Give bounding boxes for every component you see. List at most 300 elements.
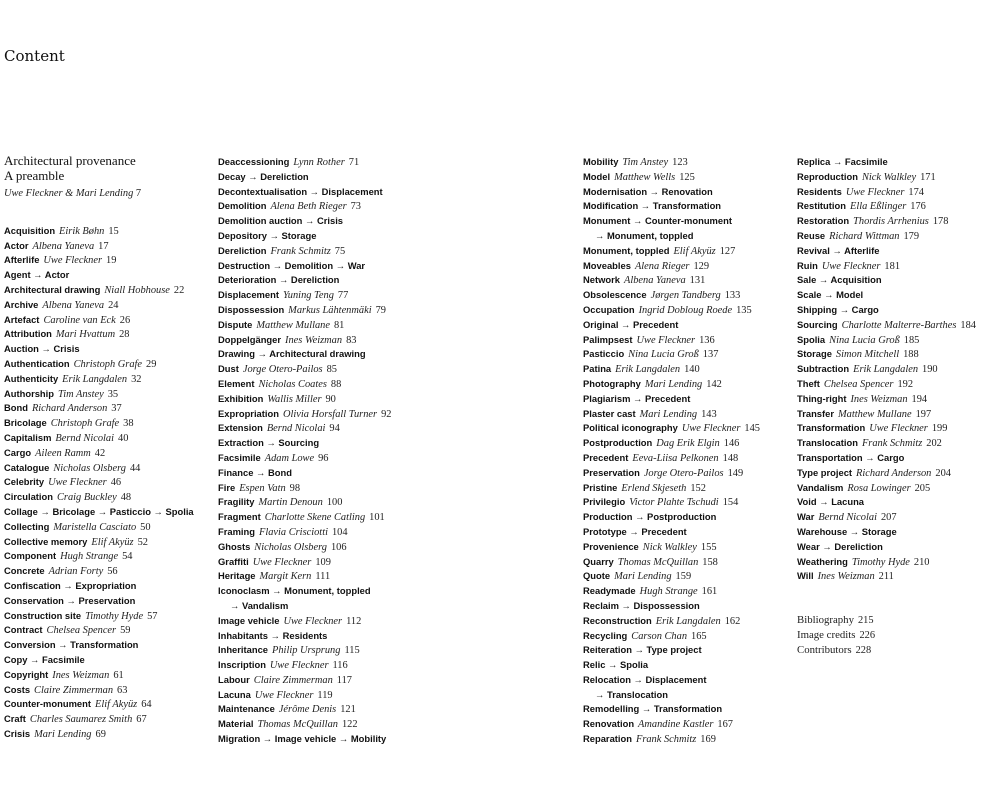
- toc-entry[interactable]: [797, 361, 976, 376]
- toc-entry[interactable]: [797, 169, 976, 184]
- entry-term: Translocation: [797, 437, 858, 449]
- toc-entry[interactable]: [797, 406, 976, 421]
- toc-entry[interactable]: [4, 711, 194, 726]
- preamble-title: Architectural provenance: [4, 153, 136, 168]
- toc-entry[interactable]: [218, 494, 391, 509]
- toc-entry[interactable]: [218, 258, 391, 273]
- toc-entry[interactable]: [583, 657, 760, 672]
- entry-term: Vandalism: [797, 481, 844, 493]
- entry-term: Palimpsest: [583, 333, 633, 345]
- entry-author: Ines Weizman: [52, 669, 110, 681]
- entry-page-number: 205: [914, 482, 931, 494]
- toc-entry[interactable]: [797, 450, 976, 465]
- entry-page-number: 106: [330, 541, 347, 553]
- toc-entry[interactable]: [583, 642, 760, 657]
- toc-entry[interactable]: [218, 228, 391, 243]
- backmatter-page-number: 215: [857, 615, 874, 627]
- toc-entry[interactable]: [218, 687, 391, 702]
- toc-entry[interactable]: [583, 213, 760, 228]
- entry-page-number: 192: [897, 378, 914, 390]
- entry-author: Thordis Arrhenius: [853, 216, 929, 228]
- preamble-subtitle: A preamble: [4, 167, 65, 183]
- toc-entry[interactable]: [218, 435, 391, 450]
- toc-entry[interactable]: [583, 731, 760, 746]
- backmatter-entry[interactable]: [797, 628, 976, 643]
- toc-entry[interactable]: [583, 524, 760, 539]
- entry-page-number: 115: [344, 645, 360, 657]
- backmatter-entry[interactable]: [797, 643, 976, 658]
- toc-entry[interactable]: [218, 731, 391, 746]
- toc-entry[interactable]: [4, 460, 194, 475]
- toc-entry[interactable]: [4, 504, 194, 519]
- entry-term: Fragility: [218, 496, 255, 508]
- toc-entry[interactable]: [218, 302, 391, 317]
- toc-entry[interactable]: [797, 391, 976, 406]
- backmatter-list: [797, 613, 976, 657]
- toc-entry[interactable]: [4, 608, 194, 623]
- toc-entry[interactable]: [4, 726, 194, 741]
- toc-entry[interactable]: [218, 628, 391, 643]
- toc-entry[interactable]: [4, 356, 194, 371]
- entry-author: Uwe Fleckner: [636, 334, 696, 346]
- entry-author: Adrian Forty: [48, 566, 104, 578]
- toc-entry[interactable]: [4, 622, 194, 637]
- toc-entry[interactable]: [218, 287, 391, 302]
- toc-entry[interactable]: [797, 332, 976, 347]
- toc-entry[interactable]: [218, 184, 391, 199]
- entry-page-number: 85: [326, 364, 337, 376]
- entry-page-number: 56: [107, 566, 118, 578]
- toc-entry[interactable]: [4, 297, 194, 312]
- toc-entry[interactable]: [4, 519, 194, 534]
- toc-entry[interactable]: [4, 548, 194, 563]
- toc-entry[interactable]: [218, 450, 391, 465]
- entry-term: Monument, toppled: [583, 244, 670, 256]
- toc-entry[interactable]: [797, 568, 976, 583]
- entry-author: Claire Zimmerman: [253, 674, 333, 686]
- toc-entry[interactable]: [583, 465, 760, 480]
- toc-entry[interactable]: [4, 578, 194, 593]
- toc-entry[interactable]: [583, 509, 760, 524]
- preamble[interactable]: [4, 154, 194, 202]
- toc-entry[interactable]: [797, 317, 976, 332]
- toc-entry[interactable]: [4, 386, 194, 401]
- entry-author: Timothy Hyde: [85, 610, 144, 622]
- entry-page-number: 171: [920, 171, 936, 183]
- toc-entry[interactable]: [797, 524, 976, 539]
- toc-entry[interactable]: [797, 213, 976, 228]
- toc-entry[interactable]: [583, 258, 760, 273]
- toc-entry[interactable]: [797, 258, 976, 273]
- toc-entry[interactable]: [797, 376, 976, 391]
- toc-entry[interactable]: [583, 361, 760, 376]
- entry-term: Concrete: [4, 565, 45, 577]
- entry-author: Ines Weizman: [817, 571, 875, 583]
- toc-entry[interactable]: [797, 228, 976, 243]
- entry-term: Catalogue: [4, 461, 50, 473]
- toc-entry[interactable]: [4, 430, 194, 445]
- entry-page-number: 37: [111, 403, 122, 415]
- entry-term: Mobility: [583, 156, 619, 167]
- toc-entry[interactable]: [218, 420, 391, 435]
- entry-term: Counter-monument: [4, 698, 91, 710]
- toc-entry[interactable]: [583, 272, 760, 287]
- entry-author: Olivia Horsfall Turner: [282, 408, 378, 420]
- entry-page-number: 71: [348, 157, 360, 168]
- entry-author: Aileen Ramm: [35, 447, 91, 459]
- toc-entry[interactable]: [797, 480, 976, 495]
- entry-author: Tim Anstey: [58, 388, 104, 400]
- toc-entry[interactable]: [583, 391, 760, 406]
- entry-page-number: 48: [120, 492, 132, 504]
- entry-author: Craig Buckley: [56, 492, 117, 504]
- toc-entry[interactable]: [4, 326, 194, 341]
- toc-entry[interactable]: [4, 682, 194, 697]
- entry-page-number: 176: [910, 201, 926, 213]
- toc-entry[interactable]: [4, 474, 194, 489]
- toc-entry[interactable]: [583, 450, 760, 465]
- toc-entry[interactable]: [797, 346, 976, 361]
- entry-term: Provenience: [583, 540, 639, 552]
- toc-entry[interactable]: [218, 539, 391, 554]
- entry-term: Transformation: [797, 422, 866, 434]
- entry-term: Pristine: [583, 481, 618, 493]
- toc-entry[interactable]: [4, 593, 194, 608]
- toc-entry[interactable]: [4, 489, 194, 504]
- entry-term: Reconstruction: [583, 614, 652, 626]
- entry-term: Monument → Counter-monument: [583, 215, 732, 227]
- entry-term: Relic → Spolia: [583, 659, 649, 671]
- entry-author: Alena Beth Rieger: [270, 201, 347, 213]
- toc-entry[interactable]: [218, 554, 391, 569]
- entry-author: Uwe Fleckner: [283, 615, 343, 627]
- toc-entry[interactable]: [583, 287, 760, 302]
- toc-entry[interactable]: [4, 371, 194, 386]
- toc-entry[interactable]: [218, 154, 391, 169]
- entry-term: Element: [218, 377, 255, 389]
- entry-page-number: 67: [136, 714, 147, 726]
- entry-page-number: 98: [289, 482, 301, 494]
- entry-author: Markus Lähtenmäki: [288, 304, 372, 316]
- entry-author: Carson Chan: [631, 630, 688, 642]
- entry-term: Quote: [583, 570, 611, 582]
- toc-entry[interactable]: [583, 435, 760, 450]
- entry-term: Prototype → Precedent: [583, 525, 687, 537]
- toc-entry[interactable]: [4, 312, 194, 327]
- entry-author: Erlend Skjeseth: [621, 482, 687, 494]
- entry-term: Obsolescence: [583, 289, 647, 301]
- entry-author: Nick Walkley: [861, 171, 917, 183]
- entry-author: Matthew Wells: [614, 171, 676, 183]
- entry-page-number: 142: [706, 378, 722, 390]
- entry-page-number: 100: [326, 497, 343, 509]
- toc-entry[interactable]: [797, 302, 976, 317]
- entry-term: Revival → Afterlife: [797, 244, 880, 256]
- toc-entry[interactable]: [4, 696, 194, 711]
- entry-author: Nicholas Coates: [258, 378, 327, 390]
- entry-author: Elif Akyüz: [91, 536, 134, 548]
- entry-author: Uwe Fleckner: [269, 660, 329, 672]
- entry-term: Type project: [797, 466, 853, 478]
- toc-entry[interactable]: [797, 539, 976, 554]
- entry-author: Ines Weizman: [285, 334, 343, 346]
- toc-column-1: [4, 154, 194, 741]
- entry-page-number: 81: [333, 319, 345, 331]
- entry-term: Artefact: [4, 313, 40, 325]
- entry-term: Quarry: [583, 555, 614, 567]
- toc-entry[interactable]: [797, 554, 976, 569]
- toc-entry[interactable]: [583, 583, 760, 598]
- entry-term: Plagiarism → Precedent: [583, 392, 691, 404]
- toc-entry[interactable]: [583, 494, 760, 509]
- toc-entry[interactable]: [583, 554, 760, 569]
- entry-page-number: 158: [702, 556, 718, 568]
- entry-page-number: 73: [350, 201, 361, 213]
- entry-page-number: 152: [690, 482, 706, 494]
- entry-page-number: 140: [684, 364, 700, 376]
- preamble-page-number: 7: [135, 188, 142, 199]
- toc-entry[interactable]: [218, 583, 391, 598]
- entry-author: Richard Wittman: [829, 230, 900, 242]
- toc-entry[interactable]: [797, 509, 976, 524]
- toc-entry[interactable]: [4, 267, 194, 282]
- toc-entry[interactable]: [4, 445, 194, 460]
- entry-page-number: 190: [922, 364, 938, 376]
- entry-term: → Vandalism: [230, 599, 289, 611]
- toc-column-3: [583, 154, 760, 746]
- entry-page-number: 75: [334, 245, 346, 257]
- entry-page-number: 145: [744, 423, 760, 435]
- entry-term: Exhibition: [218, 392, 264, 404]
- toc-entry[interactable]: [583, 420, 760, 435]
- entry-page-number: 174: [908, 186, 924, 198]
- entry-page-number: 96: [318, 452, 329, 464]
- toc-entry[interactable]: [4, 223, 194, 238]
- entry-page-number: 178: [932, 216, 949, 228]
- entry-author: Albena Yaneva: [42, 299, 105, 311]
- entry-term: Dispute: [218, 318, 253, 330]
- entry-page-number: 92: [381, 408, 392, 420]
- toc-entry[interactable]: [218, 406, 391, 421]
- toc-entry[interactable]: [218, 272, 391, 287]
- entry-term: Iconoclasm → Monument, toppled: [218, 585, 371, 597]
- toc-entry[interactable]: [583, 701, 760, 716]
- entry-author: Matthew Mullane: [256, 319, 330, 331]
- entry-page-number: 63: [117, 684, 128, 696]
- entry-term: Void → Lacuna: [797, 496, 865, 508]
- toc-entry[interactable]: [583, 613, 760, 628]
- toc-entry[interactable]: [4, 667, 194, 682]
- entry-term: Image vehicle: [218, 614, 280, 626]
- toc-entry[interactable]: [218, 672, 391, 687]
- toc-entry[interactable]: [218, 198, 391, 213]
- entry-page-number: 123: [672, 157, 688, 168]
- toc-entry[interactable]: [218, 598, 391, 613]
- entry-author: Bernd Nicolai: [818, 512, 877, 524]
- entry-page-number: 59: [120, 625, 131, 637]
- entry-term: Component: [4, 550, 57, 562]
- entry-term: Crisis: [4, 727, 31, 739]
- toc-entry[interactable]: [4, 415, 194, 430]
- toc-entry[interactable]: [218, 524, 391, 539]
- entry-author: Espen Vatn: [239, 482, 286, 494]
- entry-author: Maristella Casciato: [53, 521, 137, 533]
- entry-page-number: 179: [903, 230, 920, 242]
- toc-entry[interactable]: [583, 539, 760, 554]
- entry-page-number: 184: [960, 319, 976, 331]
- toc-entry[interactable]: [4, 341, 194, 356]
- backmatter-label: Contributors: [797, 643, 852, 656]
- toc-entry[interactable]: [583, 628, 760, 643]
- toc-entry[interactable]: [4, 252, 194, 267]
- entry-page-number: 185: [903, 334, 920, 346]
- entry-term: Reparation: [583, 733, 632, 745]
- entry-term: Lacuna: [218, 688, 251, 700]
- toc-entry[interactable]: [218, 243, 391, 258]
- entry-term: → Translocation: [595, 688, 668, 700]
- entry-term: Production → Postproduction: [583, 511, 717, 523]
- entry-author: Albena Yaneva: [32, 240, 95, 252]
- entry-author: Chelsea Spencer: [46, 625, 117, 637]
- entry-author: Lynn Rother: [293, 157, 345, 168]
- entry-author: Richard Anderson: [856, 467, 932, 479]
- toc-entry[interactable]: [583, 480, 760, 495]
- toc-entry[interactable]: [797, 184, 976, 199]
- entry-term: Expropriation: [218, 407, 279, 419]
- toc-entry[interactable]: [797, 287, 976, 302]
- entry-term: Political iconography: [583, 422, 678, 434]
- toc-entry[interactable]: [797, 272, 976, 287]
- entry-term: Collective memory: [4, 535, 88, 547]
- toc-entry[interactable]: [218, 613, 391, 628]
- entry-page-number: 161: [701, 586, 718, 598]
- entry-page-number: 90: [325, 393, 336, 405]
- toc-entry[interactable]: [583, 198, 760, 213]
- entry-page-number: 104: [331, 526, 348, 538]
- toc-entry[interactable]: [218, 509, 391, 524]
- toc-entry[interactable]: [583, 302, 760, 317]
- backmatter-label: Bibliography: [797, 614, 854, 627]
- entry-page-number: 79: [375, 304, 386, 316]
- toc-entry[interactable]: [218, 361, 391, 376]
- toc-entry[interactable]: [583, 332, 760, 347]
- toc-entry[interactable]: [218, 465, 391, 480]
- toc-entry[interactable]: [583, 716, 760, 731]
- toc-entry[interactable]: [4, 652, 194, 667]
- toc-entry[interactable]: [797, 154, 976, 169]
- entry-author: Timothy Hyde: [851, 556, 910, 568]
- toc-entry[interactable]: [583, 406, 760, 421]
- toc-entry[interactable]: [218, 657, 391, 672]
- toc-entry[interactable]: [218, 213, 391, 228]
- toc-entry[interactable]: [797, 494, 976, 509]
- toc-entry[interactable]: [218, 169, 391, 184]
- entry-page-number: 121: [340, 704, 356, 716]
- backmatter-entry[interactable]: [797, 613, 976, 628]
- entry-author: Margit Kern: [259, 571, 312, 583]
- entry-page-number: 131: [689, 275, 706, 287]
- toc-entry[interactable]: [583, 184, 760, 199]
- toc-entry[interactable]: [218, 716, 391, 731]
- entry-page-number: 61: [113, 669, 124, 681]
- entry-author: Charlotte Malterre-Barthes: [841, 319, 957, 331]
- toc-entry[interactable]: [583, 598, 760, 613]
- toc-entry[interactable]: [797, 198, 976, 213]
- entry-term: Privilegio: [583, 496, 626, 508]
- toc-entry[interactable]: [583, 243, 760, 258]
- entry-author: Christoph Grafe: [73, 358, 143, 370]
- entry-page-number: 64: [141, 699, 152, 711]
- toc-entry[interactable]: [4, 534, 194, 549]
- toc-entry[interactable]: [797, 243, 976, 258]
- toc-entry[interactable]: [218, 642, 391, 657]
- toc-entry[interactable]: [583, 169, 760, 184]
- entry-author: Nicholas Olsberg: [254, 541, 327, 553]
- toc-entry[interactable]: [218, 332, 391, 347]
- toc-entry[interactable]: [4, 563, 194, 578]
- toc-entry[interactable]: [583, 154, 760, 169]
- entry-page-number: 181: [884, 260, 901, 272]
- toc-entry[interactable]: [4, 637, 194, 652]
- toc-entry[interactable]: [583, 317, 760, 332]
- entry-term: Subtraction: [797, 363, 850, 375]
- toc-entry[interactable]: [583, 228, 760, 243]
- toc-entry[interactable]: [797, 465, 976, 480]
- entry-term: Agent → Actor: [4, 269, 70, 281]
- entry-term: Original → Precedent: [583, 318, 679, 330]
- entry-term: Bricolage: [4, 417, 47, 429]
- entry-author: Flavia Crisciotti: [258, 526, 328, 538]
- entry-author: Adam Lowe: [264, 452, 315, 464]
- toc-entry[interactable]: [797, 435, 976, 450]
- preamble-authors: [4, 187, 194, 202]
- toc-entry[interactable]: [583, 672, 760, 687]
- entry-author: Elif Akyüz: [673, 245, 716, 257]
- entry-page-number: 119: [317, 689, 333, 701]
- toc-entry[interactable]: [4, 282, 194, 297]
- toc-entry[interactable]: [583, 346, 760, 361]
- entry-author: Erik Langdalen: [853, 364, 919, 376]
- entry-author: Chelsea Spencer: [823, 378, 894, 390]
- entry-term: Confiscation → Expropriation: [4, 579, 137, 591]
- toc-entry[interactable]: [218, 701, 391, 716]
- entry-term: Capitalism: [4, 431, 52, 443]
- toc-entry[interactable]: [218, 568, 391, 583]
- toc-entry[interactable]: [583, 687, 760, 702]
- entry-term: Plaster cast: [583, 407, 636, 419]
- entry-author: Eeva-Liisa Pelkonen: [632, 452, 719, 464]
- toc-entry[interactable]: [218, 346, 391, 361]
- toc-entry[interactable]: [218, 391, 391, 406]
- entry-page-number: 199: [931, 423, 948, 435]
- toc-entry[interactable]: [4, 400, 194, 415]
- entry-term: Archive: [4, 298, 39, 310]
- entry-term: Framing: [218, 525, 255, 537]
- toc-entry[interactable]: [218, 480, 391, 495]
- entry-page-number: 146: [723, 438, 740, 450]
- entry-term: Relocation → Displacement: [583, 673, 707, 685]
- toc-entry[interactable]: [4, 238, 194, 253]
- entry-page-number: 117: [336, 674, 352, 686]
- entry-term: Facsimile: [218, 451, 261, 463]
- toc-entry[interactable]: [583, 376, 760, 391]
- backmatter-label: Image credits: [797, 628, 856, 641]
- entry-term: Conversion → Transformation: [4, 639, 139, 651]
- toc-entry[interactable]: [583, 568, 760, 583]
- toc-entry[interactable]: [797, 420, 976, 435]
- toc-entry[interactable]: [218, 376, 391, 391]
- toc-entry[interactable]: [218, 317, 391, 332]
